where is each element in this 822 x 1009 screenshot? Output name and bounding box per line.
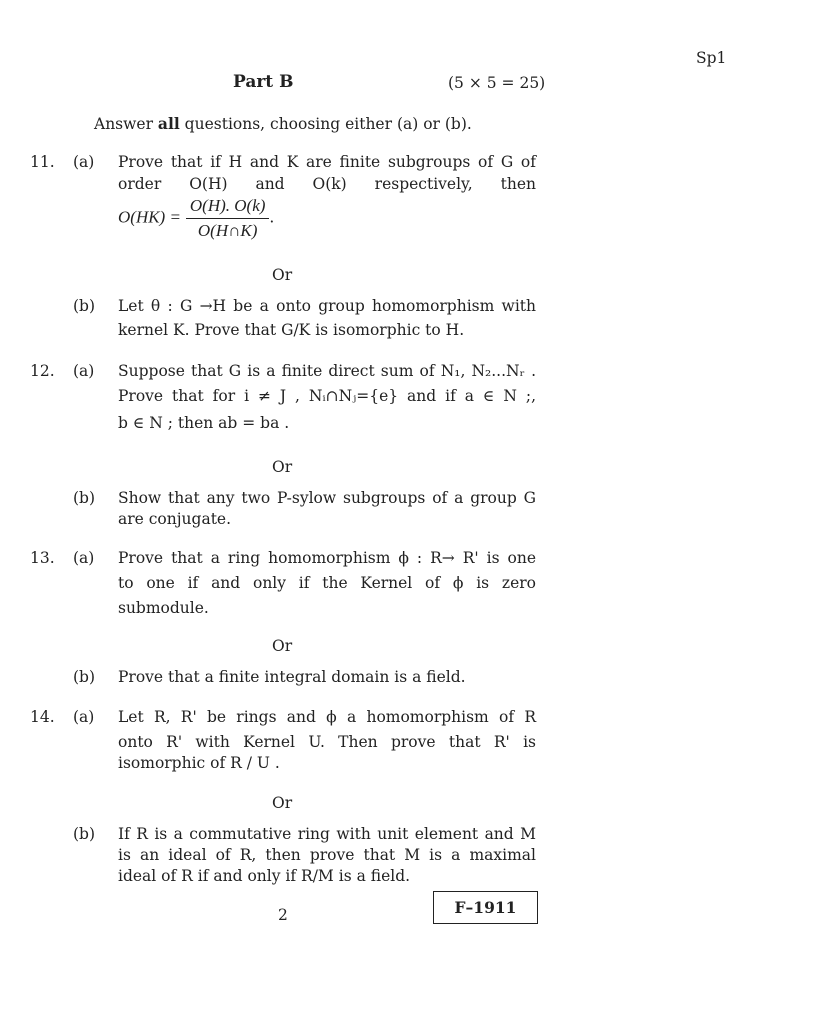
question-text-line: Prove that a ring homomorphism ϕ : R→ R' is one bbox=[118, 549, 536, 567]
instruction bbox=[94, 114, 472, 133]
formula bbox=[118, 196, 274, 241]
or-separator: Or bbox=[272, 637, 293, 655]
instruction-suffix: questions, choosing either (a) or (b). bbox=[179, 115, 472, 133]
question-text-line: Prove that if H and K are finite subgroups of G of bbox=[118, 153, 536, 171]
question-number: 13. bbox=[30, 549, 55, 567]
option-label: (b) bbox=[73, 297, 96, 315]
question-text-line: Prove that for i ≠ J , Nᵢ∩Nⱼ={e} and if a ∈ N ;, bbox=[118, 387, 536, 405]
question-text-line: If R is a commutative ring with unit element and M bbox=[118, 825, 536, 843]
option-label: (a) bbox=[73, 153, 95, 171]
option-label: (a) bbox=[73, 549, 95, 567]
option-label: (a) bbox=[73, 708, 95, 726]
part-title: Part B bbox=[233, 72, 294, 92]
question-text-line: submodule. bbox=[118, 599, 209, 617]
question-text-line: Show that any two P-sylow subgroups of a group G bbox=[118, 489, 536, 507]
question-text-line: onto R' with Kernel U. Then prove that R' is bbox=[118, 733, 536, 751]
question-text-line: b ∈ N ; then ab = ba . bbox=[118, 414, 290, 432]
option-label: (b) bbox=[73, 825, 96, 843]
question-text-line: to one if and only if the Kernel of ϕ is zero bbox=[118, 574, 536, 592]
or-separator: Or bbox=[272, 458, 293, 476]
question-text-line: kernel K. Prove that G/K is isomorphic to H. bbox=[118, 321, 465, 339]
option-label: (b) bbox=[73, 489, 96, 507]
formula-numerator: O(H). O(k) bbox=[186, 196, 270, 219]
sheet-code: Sp1 bbox=[696, 49, 727, 67]
question-text-line: ideal of R if and only if R/M is a field. bbox=[118, 867, 411, 885]
option-label: (a) bbox=[73, 362, 95, 380]
question-text-line: Let θ : G →H be a onto group homomorphism with bbox=[118, 297, 536, 315]
instruction-bold: all bbox=[157, 114, 180, 133]
marks-allocation: (5 × 5 = 25) bbox=[448, 74, 546, 92]
question-text-line: Suppose that G is a finite direct sum of N₁, N₂...Nᵣ . bbox=[118, 362, 536, 380]
question-number: 11. bbox=[30, 153, 55, 171]
formula-denominator: O(H∩K) bbox=[197, 221, 258, 240]
question-number: 14. bbox=[30, 708, 55, 726]
question-number: 12. bbox=[30, 362, 55, 380]
question-text-line: isomorphic of R / U . bbox=[118, 754, 280, 772]
question-text-line: are conjugate. bbox=[118, 510, 232, 528]
question-text-line: order O(H) and O(k) respectively, then bbox=[118, 175, 536, 193]
instruction-prefix: Answer bbox=[94, 115, 158, 133]
question-text-line: is an ideal of R, then prove that M is a maximal bbox=[118, 846, 536, 864]
formula-end: . bbox=[269, 208, 275, 227]
option-label: (b) bbox=[73, 668, 96, 686]
formula-lhs: O(HK) = bbox=[118, 207, 181, 227]
question-text-line: Let R, R' be rings and ϕ a homomorphism of R bbox=[118, 708, 536, 726]
page-number: 2 bbox=[278, 906, 288, 924]
or-separator: Or bbox=[272, 794, 293, 812]
or-separator: Or bbox=[272, 266, 293, 284]
formula-fraction bbox=[186, 196, 270, 241]
paper-code-box: F–1911 bbox=[433, 891, 538, 924]
question-text-line: Prove that a finite integral domain is a field. bbox=[118, 668, 466, 686]
